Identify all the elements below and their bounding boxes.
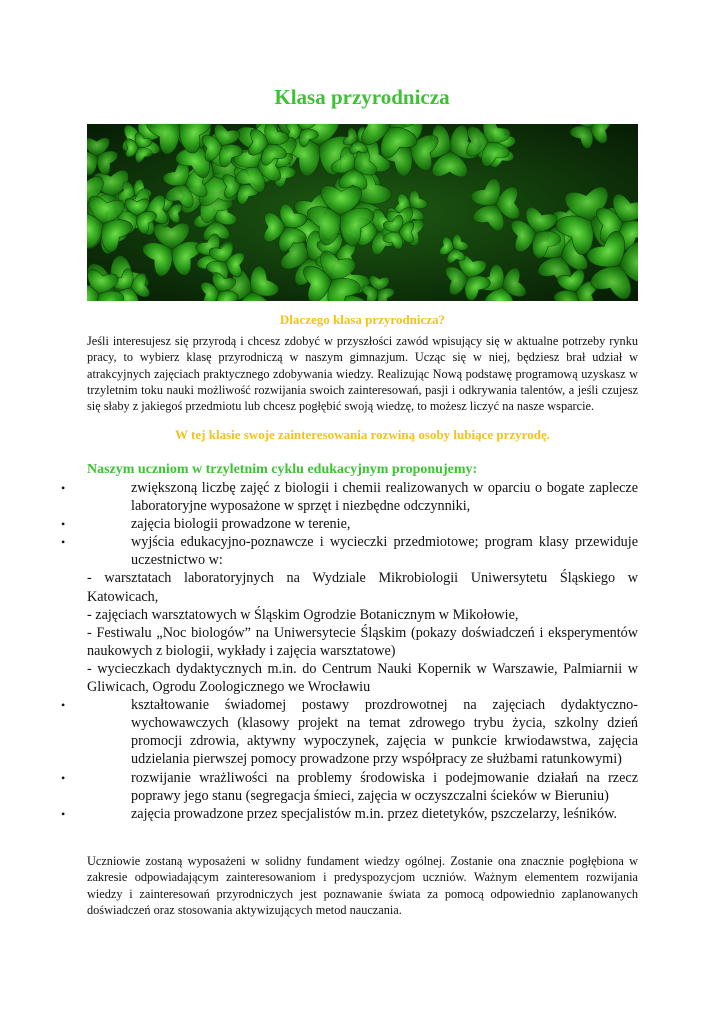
list-item [61, 479, 638, 515]
list-item-text: zajęcia biologii prowadzone w terenie, [131, 516, 351, 533]
sub-item: - wycieczkach dydaktycznych m.in. do Centrum Nauki Kopernik w Warszawie, Palmiarnii w Gliwicach, Ogrodu Zoologicznego we Wrocławiu [87, 660, 638, 696]
bullet-icon: • [61, 517, 66, 532]
list-item [61, 805, 638, 823]
intro-paragraph: Jeśli interesujesz się przyrodą i chcesz zdobyć w przyszłości zawód wpisujący się w aktualne potrzeby rynku pracy, to wybierz klasę przyrodniczą w naszym gimnazjum. Ucząc się w niej, będziesz brał udział w atrakcyjnych zajęciach praktycznego zdobywania wiedzy. Realizując Nową podstawę programową uzyskasz w trzyletnim toku nauki możliwość rozwijania swoich zainteresowań, pasji i odkrywania talentów, a jeśli czujesz się słaby z jakiegoś przedmiotu lub chcesz pogłębić swoją wiedzę, to możesz liczyć na nasze wsparcie. [87, 334, 638, 414]
list-item [61, 769, 638, 805]
clover-illustration [87, 124, 638, 301]
page-title: Klasa przyrodnicza [274, 85, 450, 109]
list-item [61, 515, 638, 533]
conclusion-paragraph: Uczniowie zostaną wyposażeni w solidny fundament wiedzy ogólnej. Zostanie ona znacznie pogłębiona w zakresie odpowiadającym zainteresowaniom i predyspozycjom uczniów. Ważnym elementem rozwijania wiedzy i zainteresowań przyrodniczych jest poznawanie świata za pomocą odpowiednio zaplanowanych doświadczeń oraz stosowania aktywizujących metod nauczania. [87, 854, 638, 918]
list-item-text: rozwijanie wrażliwości na problemy środowiska i podejmowanie działań na rzecz poprawy jego stanu (segregacja śmieci, zajęcia w oczyszczalni ścieków w Bieruniu) [131, 769, 638, 804]
sub-item: - Festiwalu „Noc biologów” na Uniwersytecie Śląskim (pokazy doświadczeń i eksperymentów naukowych z biologii, wykłady i zajęcia warsztatowe) [87, 624, 638, 659]
why-heading: Dlaczego klasa przyrodnicza? [279, 312, 446, 327]
list-item-text: zajęcia prowadzone przez specjalistów m.in. przez dietetyków, pszczelarzy, leśników. [131, 805, 618, 822]
bullet-icon: • [61, 770, 66, 785]
offer-list [61, 479, 638, 823]
list-item-text: zwiększoną liczbę zajęć z biologii i chemii realizowanych w oparciu o bogate zaplecze laboratoryjne wyposażone w sprzęt i niezbędne odczynniki, [131, 480, 638, 515]
bullet-icon: • [61, 535, 66, 550]
clover-leaves-photo [87, 124, 638, 301]
list-item [61, 533, 638, 696]
sub-item: - zajęciach warsztatowych w Śląskim Ogrodzie Botanicznym w Mikołowie, [87, 606, 519, 623]
sub-item: - warsztatach laboratoryjnych na Wydziale Mikrobiologii Uniwersytetu Śląskiego w Katowicach, [87, 570, 638, 605]
bullet-icon: • [61, 806, 66, 821]
offer-heading: Naszym uczniom w trzyletnim cyklu edukacyjnym proponujemy: [87, 462, 478, 477]
bullet-icon: • [61, 698, 66, 713]
intro-highlight: W tej klasie swoje zainteresowania rozwiną osoby lubiące przyrodę. [175, 427, 550, 442]
list-item-text: kształtowanie świadomej postawy prozdrowotnej na zajęciach dydaktyczno-wychowawczych (klasowy projekt na temat zdrowego trybu życia, szkolny dzień promocji zdrowia, aktywny wypoczynek, zajęcia w punkcie krwiodawstwa, zajęcia udzielania pierwszej pomocy prowadzone przy współpracy ze służbami ratunkowymi) [131, 697, 638, 768]
list-item [61, 696, 638, 768]
bullet-icon: • [61, 481, 66, 495]
list-item-text: wyjścia edukacyjno-poznawcze i wycieczki przedmiotowe; program klasy przewiduje uczestnictwo w: [131, 534, 638, 569]
